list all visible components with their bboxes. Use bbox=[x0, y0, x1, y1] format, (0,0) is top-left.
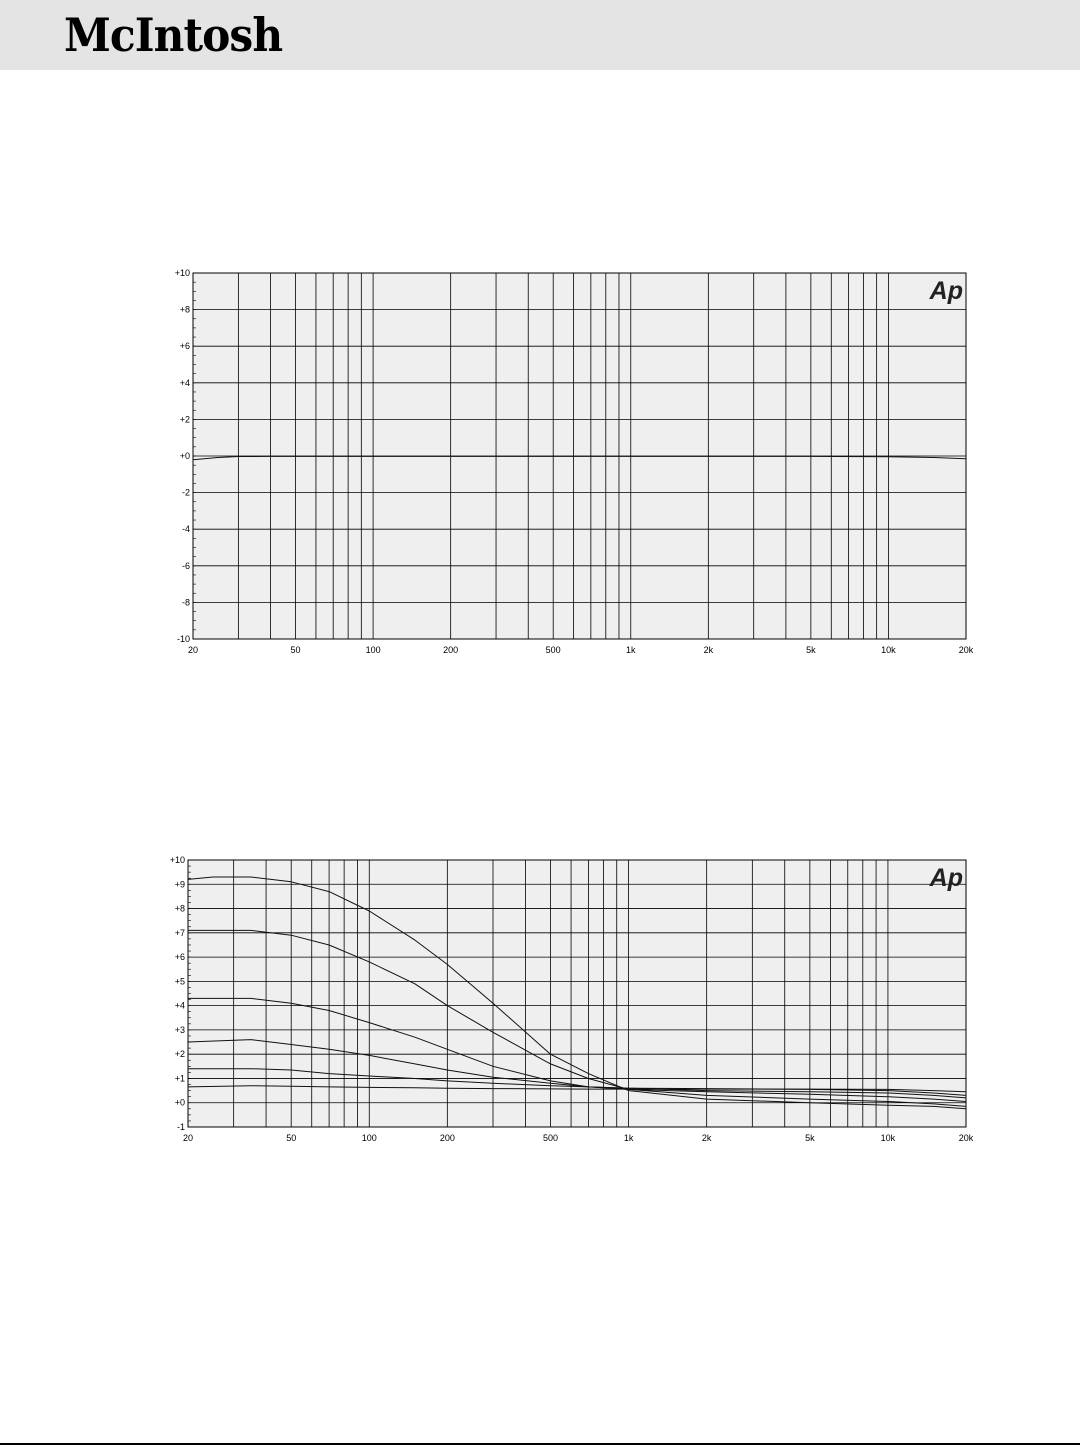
page-header-bar bbox=[0, 0, 1080, 70]
x-tick-label: 1k bbox=[626, 645, 636, 655]
x-tick-label: 200 bbox=[439, 1133, 455, 1143]
y-tick-label: +10 bbox=[169, 855, 185, 865]
y-tick-label: +10 bbox=[174, 268, 190, 278]
y-tick-label: +8 bbox=[174, 903, 185, 914]
frequency-response-chart-bass bbox=[160, 850, 980, 1150]
y-tick-label: +2 bbox=[174, 1049, 185, 1060]
y-tick-label: +3 bbox=[174, 1024, 185, 1035]
x-tick-label: 100 bbox=[365, 645, 381, 655]
y-tick-label: -4 bbox=[181, 524, 190, 535]
y-tick-label: -6 bbox=[181, 560, 190, 571]
y-tick-label: +6 bbox=[179, 341, 190, 352]
y-tick-label: +7 bbox=[174, 927, 185, 938]
x-tick-label: 500 bbox=[545, 645, 561, 655]
y-tick-label: +4 bbox=[174, 1000, 185, 1011]
audio-precision-watermark: Ap bbox=[929, 864, 963, 892]
y-tick-label: +2 bbox=[179, 414, 190, 425]
x-tick-label: 20 bbox=[187, 645, 199, 655]
y-tick-label: -10 bbox=[176, 634, 190, 644]
y-tick-label: +0 bbox=[174, 1097, 185, 1108]
frequency-response-chart-flat bbox=[160, 262, 980, 662]
y-tick-label: -2 bbox=[181, 487, 190, 498]
mcintosh-logo: McIntosh bbox=[64, 8, 283, 62]
x-tick-label: 10k bbox=[880, 1133, 896, 1143]
audio-precision-watermark: Ap bbox=[929, 277, 963, 305]
x-tick-label: 500 bbox=[543, 1133, 559, 1143]
x-tick-label: 20k bbox=[958, 645, 974, 655]
x-tick-label: 1k bbox=[623, 1133, 634, 1143]
x-tick-label: 100 bbox=[361, 1133, 377, 1143]
x-tick-label: 5k bbox=[806, 645, 816, 655]
y-tick-label: +9 bbox=[174, 879, 185, 890]
y-tick-label: +1 bbox=[174, 1073, 185, 1084]
x-tick-label: 20 bbox=[182, 1133, 194, 1143]
y-tick-label: -8 bbox=[181, 597, 190, 608]
x-tick-label: 20k bbox=[958, 1133, 974, 1143]
footer-rule bbox=[0, 1443, 1080, 1445]
x-tick-label: 50 bbox=[286, 1133, 297, 1143]
x-tick-label: 2k bbox=[701, 1133, 712, 1143]
y-tick-label: +6 bbox=[174, 952, 185, 963]
y-tick-label: +4 bbox=[179, 377, 190, 388]
x-tick-label: 2k bbox=[703, 645, 714, 655]
x-tick-label: 10k bbox=[881, 645, 896, 655]
x-tick-label: 5k bbox=[805, 1133, 815, 1143]
y-tick-label: +5 bbox=[174, 976, 185, 987]
y-tick-label: +8 bbox=[179, 304, 190, 315]
y-tick-label: +0 bbox=[179, 451, 190, 461]
x-tick-label: 50 bbox=[290, 645, 301, 655]
x-tick-label: 200 bbox=[443, 645, 459, 655]
y-tick-label: -1 bbox=[176, 1122, 185, 1132]
